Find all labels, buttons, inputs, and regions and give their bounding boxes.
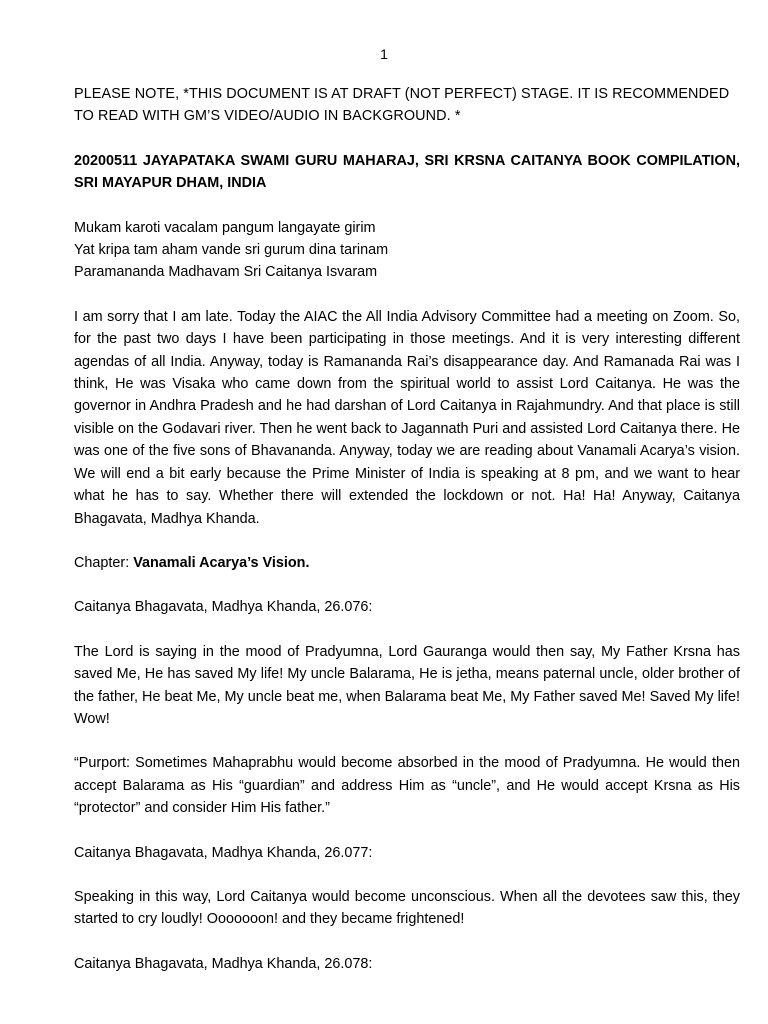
- intro-paragraph: I am sorry that I am late. Today the AIAC the All India Advisory Committee had a meeting on Zoom. So, for the past two days I have been participating in those meetings. And it is very interesting different agendas of all India. Anyway, today is Ramananda Rai’s disappearance day. And Ramanada Rai was I think, He was Visaka who came down from the spiritual world to assist Lord Caitanya. He was the governor in Andhra Pradesh and he had darshan of Lord Caitanya in Rajahmundry. And that place is still visible on the Godavari river. Then he went back to Jagannath Puri and assisted Lord Caitanya there. He was one of the five sons of Bhavananda. Anyway, today we are reading about Vanamali Acarya’s vision. We will end a bit early because the Prime Minister of India is speaking at 8 pm, and we want to hear what he has to say. Whether there will extended the lockdown or not. Ha! Ha! Anyway, Caitanya Bhagavata, Madhya Khanda.: [74, 308, 740, 527]
- draft-notice: PLEASE NOTE, *THIS DOCUMENT IS AT DRAFT (NOT PERFECT) STAGE. IT IS RECOMMENDED TO READ WITH GM’S VIDEO/AUDIO IN BACKGROUND. *: [74, 86, 730, 125]
- document-title: 20200511 JAYAPATAKA SWAMI GURU MAHARAJ, SRI KRSNA CAITANYA BOOK COMPILATION, SRI MAYAPUR DHAM, INDIA: [74, 152, 740, 192]
- translation-paragraph: The Lord is saying in the mood of Pradyumna, Lord Gauranga would then say, My Father Krsna has saved Me, He has saved My life! My uncle Balarama, He is jetha, means paternal uncle, older brother of the father, He beat Me, My uncle beat me, when Balarama beat Me, My Father saved Me! Saved My life! Wow!: [74, 643, 740, 727]
- verse-line: Mukam karoti vacalam pangum langayate girim: [74, 219, 376, 236]
- verse-line: Yat kripa tam aham vande sri gurum dina tarinam: [74, 242, 389, 259]
- invocation-verse: [74, 217, 740, 284]
- purport-paragraph: “Purport: Sometimes Mahaprabhu would become absorbed in the mood of Pradyumna. He would then accept Balarama as His “guardian” and address Him as “uncle”, and He would accept Krsna as His “protector” and consider Him His father.”: [74, 755, 740, 817]
- verse-reference: Caitanya Bhagavata, Madhya Khanda, 26.078:: [74, 955, 373, 972]
- verse-reference: Caitanya Bhagavata, Madhya Khanda, 26.077:: [74, 844, 373, 861]
- translation-paragraph: Speaking in this way, Lord Caitanya would become unconscious. When all the devotees saw this, they started to cry loudly! Ooooooon! and they became frightened!: [74, 888, 740, 928]
- chapter-heading: [74, 552, 740, 574]
- chapter-label: Chapter:: [74, 554, 134, 571]
- verse-line: Paramananda Madhavam Sri Caitanya Isvaram: [74, 264, 378, 281]
- chapter-name: Vanamali Acarya’s Vision.: [133, 554, 310, 571]
- verse-reference: Caitanya Bhagavata, Madhya Khanda, 26.076:: [74, 599, 373, 616]
- page-number: 1: [380, 46, 388, 62]
- document-body: [74, 83, 740, 975]
